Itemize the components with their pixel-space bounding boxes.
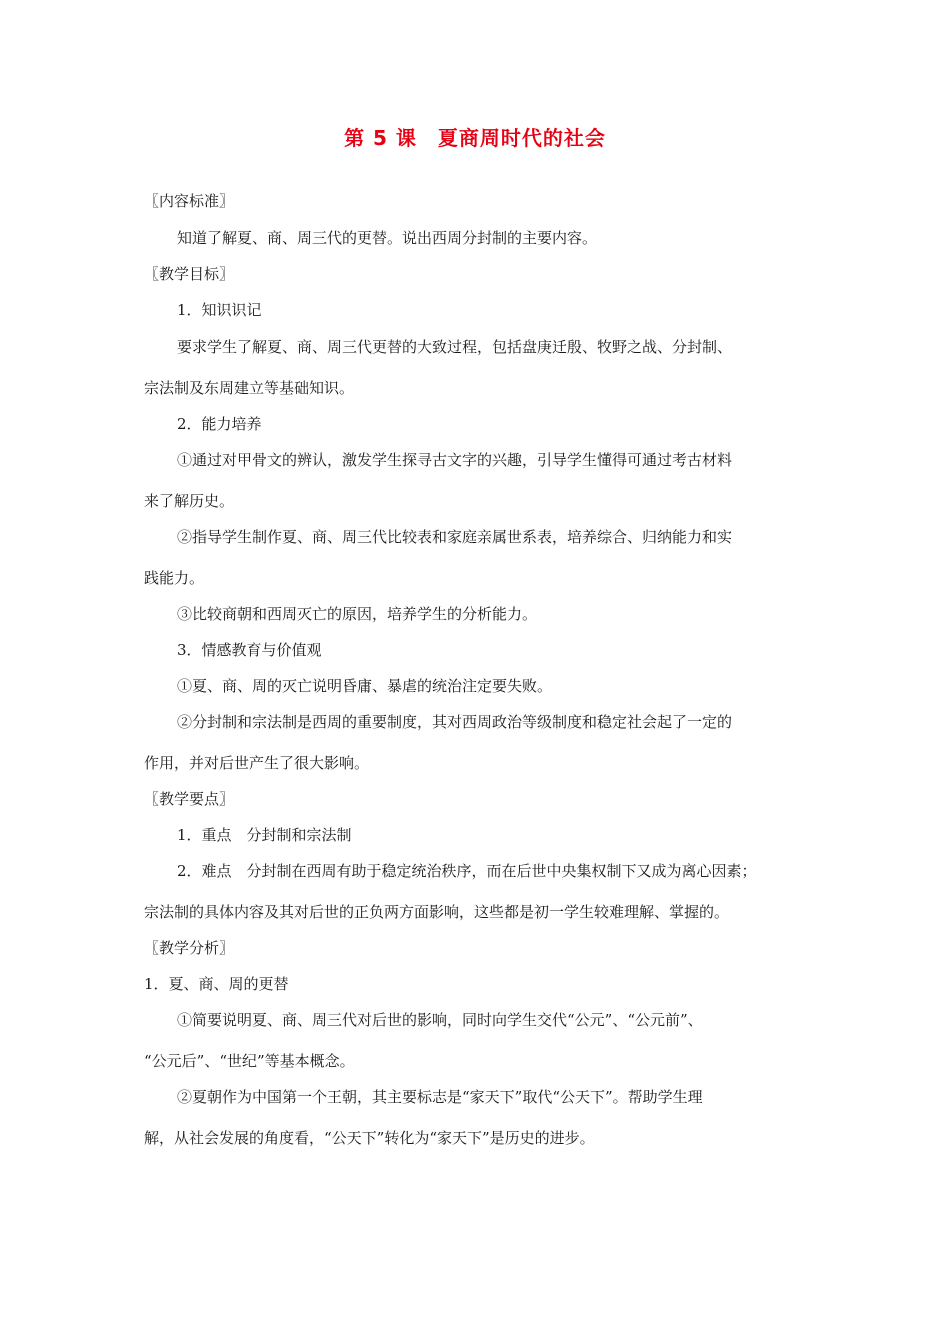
paragraph-line: ①通过对甲骨文的辨认，激发学生探寻古文字的兴趣，引导学生懂得可通过考古材料 [177,451,733,469]
paragraph-line: ②夏朝作为中国第一个王朝，其主要标志是“家天下”取代“公天下”。帮助学生理 [177,1088,703,1106]
paragraph-line: “公元后”、“世纪”等基本概念。 [144,1052,355,1070]
subheading-ability: 2．能力培养 [177,415,262,433]
subheading-dynasties: 1．夏、商、周的更替 [144,975,289,993]
section-heading-teaching-goals: 〖教学目标〗 [144,265,235,283]
paragraph-line: ③比较商朝和西周灭亡的原因，培养学生的分析能力。 [177,605,538,623]
paragraph-line: 来了解历史。 [144,492,235,510]
paragraph-line: ②指导学生制作夏、商、周三代比较表和家庭亲属世系表，培养综合、归纳能力和实 [177,528,733,546]
paragraph-line: 解，从社会发展的角度看，“公天下”转化为“家天下”是历史的进步。 [144,1129,595,1147]
section-heading-key-points: 〖教学要点〗 [144,790,235,808]
paragraph-line: ②分封制和宗法制是西周的重要制度，其对西周政治等级制度和稳定社会起了一定的 [177,713,733,731]
paragraph-line: 知道了解夏、商、周三代的更替。说出西周分封制的主要内容。 [177,229,598,247]
paragraph-line: 践能力。 [144,569,205,587]
paragraph-line: ①简要说明夏、商、周三代对后世的影响，同时向学生交代“公元”、“公元前”、 [177,1011,703,1029]
lesson-title: 第 5 课 夏商周时代的社会 [344,126,606,150]
subheading-knowledge: 1．知识识记 [177,301,262,319]
paragraph-line: 2．难点 分封制在西周有助于稳定统治秩序，而在后世中央集权制下又成为离心因素； [177,862,757,880]
paragraph-line: 作用，并对后世产生了很大影响。 [144,754,370,772]
subheading-focus: 1．重点 分封制和宗法制 [177,826,352,844]
paragraph-line: 宗法制及东周建立等基础知识。 [144,379,355,397]
paragraph-line: 宗法制的具体内容及其对后世的正负两方面影响，这些都是初一学生较难理解、掌握的。 [144,903,730,921]
section-heading-content-standard: 〖内容标准〗 [144,192,235,210]
subheading-values: 3．情感教育与价值观 [177,641,322,659]
paragraph-line: ①夏、商、周的灭亡说明昏庸、暴虐的统治注定要失败。 [177,677,553,695]
section-heading-analysis: 〖教学分析〗 [144,939,235,957]
paragraph-line: 要求学生了解夏、商、周三代更替的大致过程，包括盘庚迁殷、牧野之战、分封制、 [177,338,733,356]
